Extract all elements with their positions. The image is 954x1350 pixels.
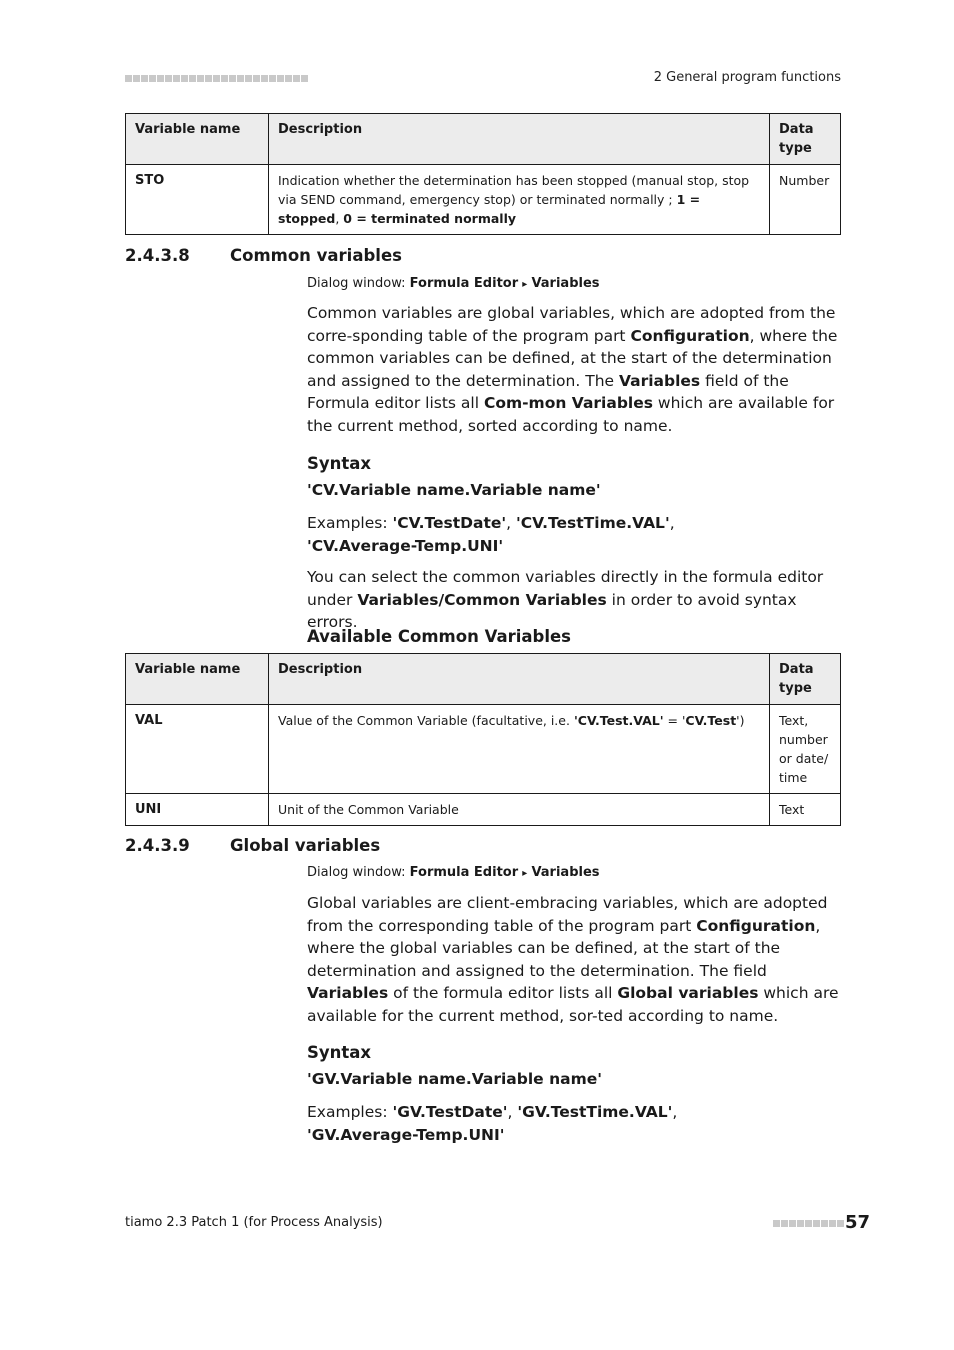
table-common-variables	[125, 653, 841, 826]
cell-description: Value of the Common Variable (facultative, i.e. 'CV.Test.VAL' = 'CV.Test')	[269, 705, 770, 794]
decoration-square	[797, 1220, 804, 1227]
decoration-square	[293, 75, 300, 82]
decoration-square	[141, 75, 148, 82]
decoration-square	[165, 75, 172, 82]
decoration-square	[133, 75, 140, 82]
header-variable-name: Variable name	[126, 114, 269, 165]
decoration-square	[197, 75, 204, 82]
decoration-square	[125, 75, 132, 82]
decoration-square	[245, 75, 252, 82]
cell-description: Unit of the Common Variable	[269, 794, 770, 826]
header-data-type: Data type	[770, 114, 841, 165]
syntax-heading: Syntax	[307, 1043, 372, 1062]
table-row	[126, 705, 841, 794]
decoration-square	[261, 75, 268, 82]
section-number: 2.4.3.8	[125, 246, 190, 265]
table-top	[125, 113, 841, 235]
table-row	[126, 165, 841, 235]
section-title: Common variables	[230, 246, 402, 265]
header-variable-name: Variable name	[126, 654, 269, 705]
table-header-row	[126, 654, 841, 705]
decoration-square	[149, 75, 156, 82]
cell-name: VAL	[126, 705, 269, 794]
available-heading: Available Common Variables	[307, 627, 571, 646]
decoration-square	[269, 75, 276, 82]
examples-paragraph: Examples: 'GV.TestDate', 'GV.TestTime.VAL', 'GV.Average-Temp.UNI'	[307, 1103, 678, 1144]
decoration-square	[237, 75, 244, 82]
dialog-window-path: Dialog window: Formula Editor ▸ Variables	[307, 276, 600, 291]
decoration-square	[229, 75, 236, 82]
decoration-square	[221, 75, 228, 82]
decoration-square	[205, 75, 212, 82]
header-data-type: Data type	[770, 654, 841, 705]
decoration-square	[277, 75, 284, 82]
cell-type: Text, number or date/ time	[770, 705, 841, 794]
section-title: Global variables	[230, 836, 381, 855]
syntax-heading: Syntax	[307, 454, 372, 473]
select-paragraph: You can select the common variables directly in the formula editor under Variables/Common Variables in order to avoid syntax errors.	[307, 568, 824, 632]
decoration-square	[781, 1220, 788, 1227]
decoration-square	[773, 1220, 780, 1227]
table-header-row	[126, 114, 841, 165]
decoration-square	[821, 1220, 828, 1227]
decoration-square	[829, 1220, 836, 1227]
decoration-square	[805, 1220, 812, 1227]
cell-name: STO	[126, 165, 269, 235]
cell-type: Number	[770, 165, 841, 235]
decoration-square	[285, 75, 292, 82]
decoration-square	[253, 75, 260, 82]
table-row	[126, 794, 841, 826]
decoration-square	[173, 75, 180, 82]
decoration-square	[813, 1220, 820, 1227]
dialog-window-path: Dialog window: Formula Editor ▸ Variables	[307, 865, 600, 880]
cell-name: UNI	[126, 794, 269, 826]
common-intro-paragraph: Common variables are global variables, which are adopted from the corre-sponding table of the program part Configuration, where the common variables can be defined, at the start of the determination and assigned to the determination. The Variables field of the Formula editor lists all Com-mon Variables which are available for the current method, sorted according to name.	[307, 304, 838, 435]
decoration-square	[181, 75, 188, 82]
examples-paragraph: Examples: 'CV.TestDate', 'CV.TestTime.VAL', 'CV.Average-Temp.UNI'	[307, 514, 675, 555]
footer-product: tiamo 2.3 Patch 1 (for Process Analysis)	[125, 1215, 383, 1230]
page-number: 57	[845, 1212, 871, 1233]
decoration-square	[189, 75, 196, 82]
decoration-square	[157, 75, 164, 82]
decoration-square	[213, 75, 220, 82]
syntax-code: 'GV.Variable name.Variable name'	[307, 1070, 602, 1088]
decoration-square	[301, 75, 308, 82]
section-number: 2.4.3.9	[125, 836, 190, 855]
cell-description: Indication whether the determination has been stopped (manual stop, stop via SEND command, emergency stop) or terminated normally ; 1 = stopped, 0 = terminated normally	[269, 165, 770, 235]
syntax-code: 'CV.Variable name.Variable name'	[307, 481, 601, 499]
header-description: Description	[269, 654, 770, 705]
decoration-square	[837, 1220, 844, 1227]
footer-decoration	[773, 1220, 844, 1227]
header-decoration	[125, 75, 308, 82]
cell-type: Text	[770, 794, 841, 826]
decoration-square	[789, 1220, 796, 1227]
header-description: Description	[269, 114, 770, 165]
global-intro-paragraph: Global variables are client-embracing variables, which are adopted from the corresponding table of the program part Configuration, where the global variables can be defined, at the start of the determination and assigned to the determination. The field Variables of the formula editor lists all Global variables which are available for the current method, sor-ted according to name.	[307, 894, 839, 1025]
header-chapter: 2 General program functions	[653, 70, 841, 85]
